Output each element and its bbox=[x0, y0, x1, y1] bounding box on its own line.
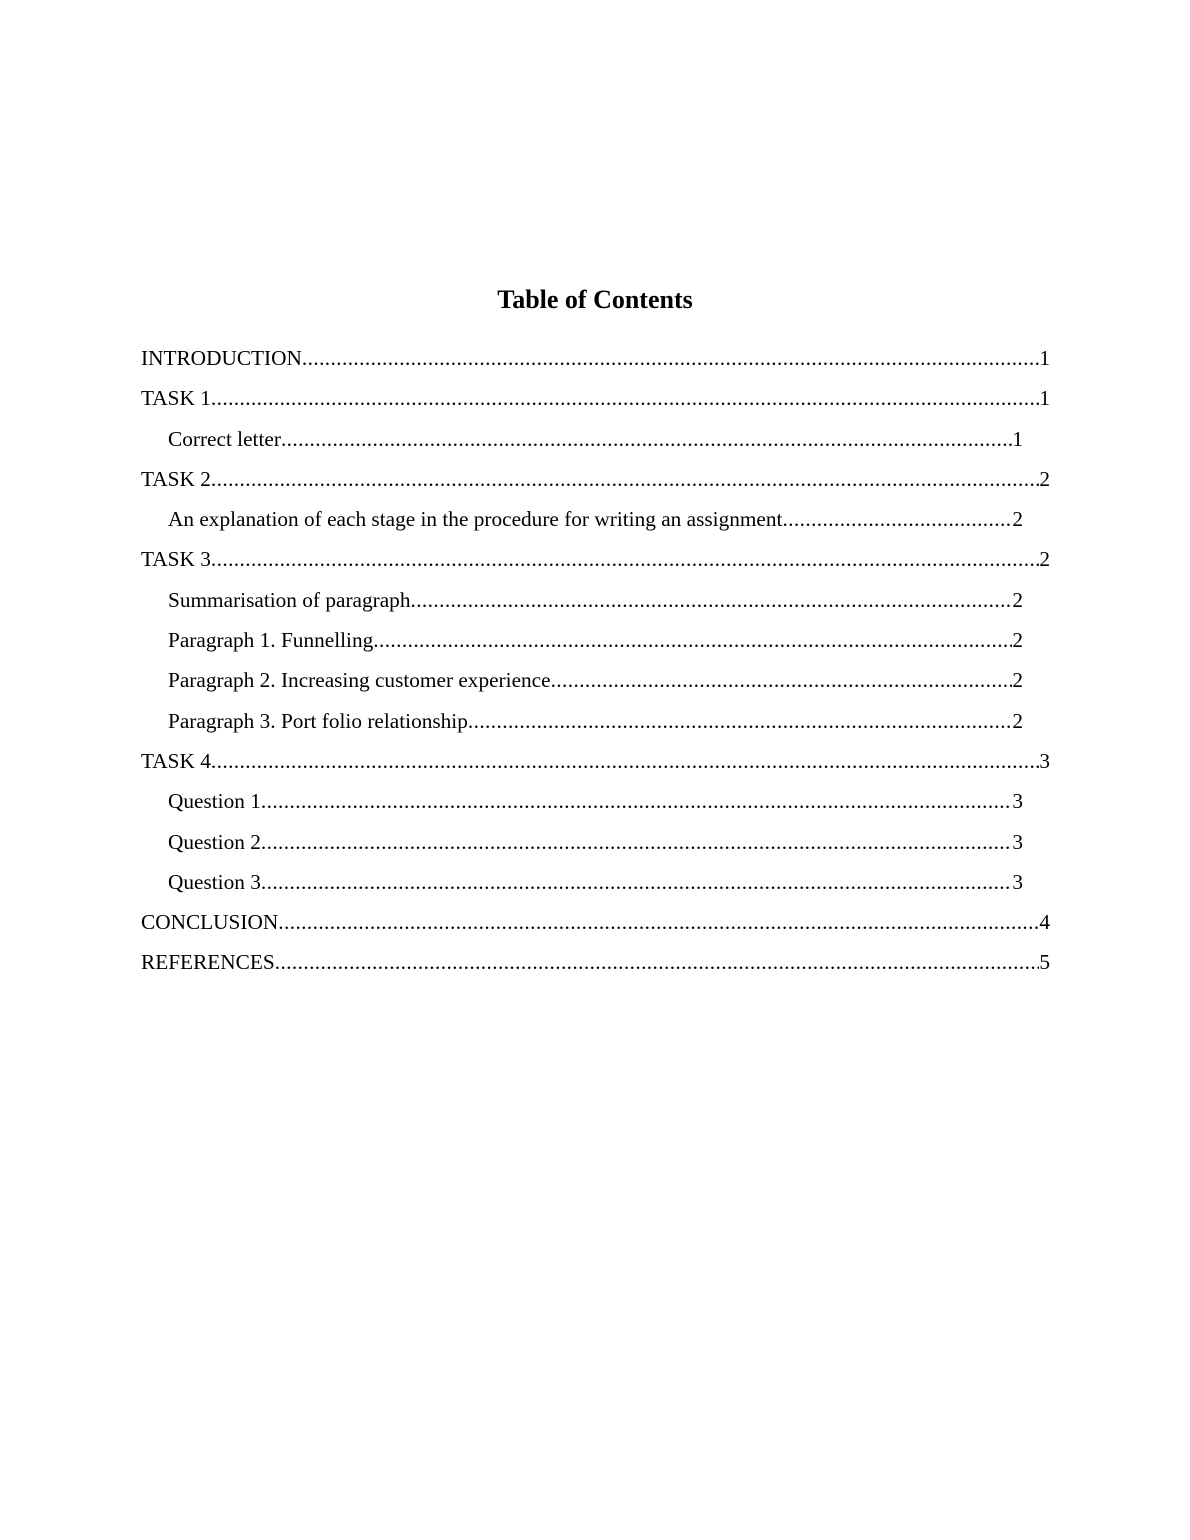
toc-page-number: 1 bbox=[1039, 386, 1050, 411]
toc-page-number: 1 bbox=[1039, 346, 1050, 370]
toc-entry-text: Question 2 bbox=[168, 829, 261, 854]
toc-entry-text: Paragraph 1. Funnelling bbox=[168, 628, 374, 653]
toc-entry-paragraph-3[interactable] bbox=[168, 701, 1023, 741]
toc-page-number: 3 bbox=[1012, 829, 1023, 854]
toc-dot-leader bbox=[261, 862, 1012, 902]
toc-dot-leader bbox=[302, 338, 1039, 378]
toc-entry-summarisation[interactable] bbox=[168, 580, 1023, 620]
toc-entry-text: INTRODUCTION bbox=[141, 346, 302, 370]
toc-entry-text: TASK 2 bbox=[141, 466, 211, 491]
toc-dot-leader bbox=[211, 741, 1039, 781]
toc-entry-question-2[interactable] bbox=[168, 822, 1023, 862]
toc-page-number: 2 bbox=[1012, 628, 1023, 653]
toc-dot-leader bbox=[211, 459, 1039, 499]
toc-dot-leader bbox=[261, 781, 1012, 821]
toc-entry-introduction[interactable] bbox=[141, 338, 1050, 378]
toc-page-number: 4 bbox=[1039, 910, 1050, 935]
toc-dot-leader bbox=[373, 620, 1012, 660]
toc-entry-text: An explanation of each stage in the procedure for writing an assignment bbox=[168, 507, 783, 532]
toc-entry-text: Paragraph 3. Port folio relationship bbox=[168, 708, 468, 733]
toc-entry-correct-letter[interactable] bbox=[168, 419, 1023, 459]
toc-page-number: 3 bbox=[1012, 789, 1023, 814]
toc-page-number: 1 bbox=[1012, 426, 1023, 451]
toc-entry-conclusion[interactable] bbox=[141, 902, 1050, 942]
toc-dot-leader bbox=[211, 378, 1039, 418]
toc-entry-task-4[interactable] bbox=[141, 741, 1050, 781]
toc-entry-text: Question 3 bbox=[168, 869, 261, 894]
toc-entry-question-1[interactable] bbox=[168, 781, 1023, 821]
toc-entry-text: REFERENCES bbox=[141, 950, 275, 975]
toc-entry-text: Summarisation of paragraph bbox=[168, 587, 411, 612]
toc-page-number: 3 bbox=[1012, 869, 1023, 894]
toc-page-number: 2 bbox=[1012, 507, 1023, 532]
toc-entry-paragraph-2[interactable] bbox=[168, 660, 1023, 700]
toc-dot-leader bbox=[468, 701, 1012, 741]
toc-dot-leader bbox=[278, 902, 1039, 942]
toc-page-number: 2 bbox=[1012, 587, 1023, 612]
toc-entry-text: TASK 3 bbox=[141, 547, 211, 572]
toc-dot-leader bbox=[551, 660, 1013, 700]
toc-list bbox=[0, 338, 1190, 983]
toc-dot-leader bbox=[275, 942, 1040, 982]
toc-dot-leader bbox=[261, 822, 1012, 862]
toc-entry-assignment-stages[interactable] bbox=[168, 499, 1023, 539]
toc-entry-question-3[interactable] bbox=[168, 862, 1023, 902]
toc-dot-leader bbox=[782, 499, 1012, 539]
toc-entry-task-2[interactable] bbox=[141, 459, 1050, 499]
toc-page-number: 5 bbox=[1039, 950, 1050, 975]
toc-entry-task-3[interactable] bbox=[141, 539, 1050, 579]
toc-entry-task-1[interactable] bbox=[141, 378, 1050, 418]
toc-entry-text: CONCLUSION bbox=[141, 910, 279, 935]
toc-page-number: 2 bbox=[1012, 708, 1023, 733]
toc-entry-paragraph-1[interactable] bbox=[168, 620, 1023, 660]
toc-title: Table of Contents bbox=[497, 285, 693, 314]
toc-entry-text: TASK 1 bbox=[141, 386, 211, 411]
toc-entry-text: Paragraph 2. Increasing customer experience bbox=[168, 668, 551, 693]
toc-dot-leader bbox=[410, 580, 1012, 620]
toc-entry-references[interactable] bbox=[141, 942, 1050, 982]
toc-entry-text: Correct letter bbox=[168, 426, 281, 451]
toc-page-number: 2 bbox=[1039, 547, 1050, 572]
toc-page-number: 2 bbox=[1039, 466, 1050, 491]
toc-entry-text: TASK 4 bbox=[141, 748, 211, 773]
toc-dot-leader bbox=[211, 539, 1039, 579]
toc-page-number: 3 bbox=[1039, 748, 1050, 773]
toc-dot-leader bbox=[281, 419, 1012, 459]
toc-page-number: 2 bbox=[1012, 668, 1023, 693]
toc-entry-text: Question 1 bbox=[168, 789, 261, 814]
